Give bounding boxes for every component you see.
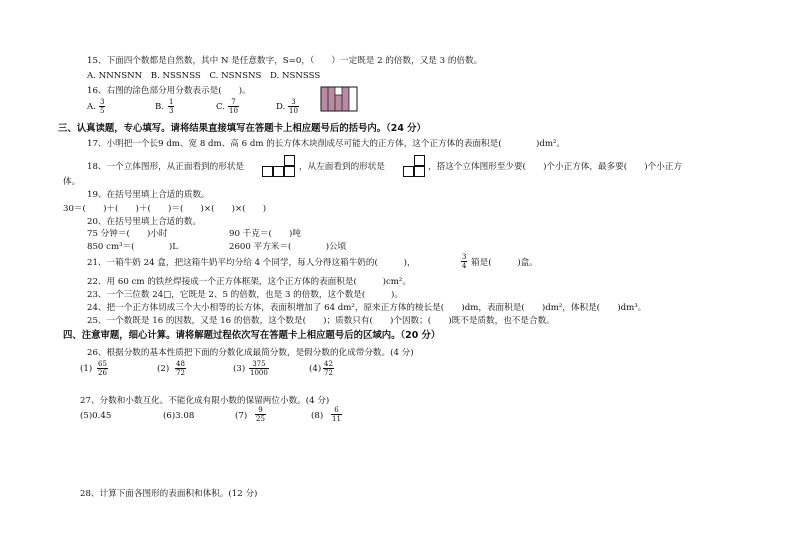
q26-item-3-label: (3) — [233, 364, 246, 374]
q16-option-a-label: A. — [87, 102, 96, 112]
q27-item-5: (5)0.45 — [80, 411, 112, 421]
q26-item-4-label: (4) — [309, 364, 322, 374]
q16-text: 16、右图的涂色部分用分数表示是( )。 — [87, 86, 251, 96]
q27-text: 27、分数和小数互化。不能化成有限小数的保留两位小数。(4 分) — [80, 396, 330, 406]
q20-item-a: 75 分钟＝( )小时 — [87, 229, 168, 239]
q18-text-c: ，搭这个立体图形至少要( )个小正方体，最多要( )个小正方 — [428, 162, 683, 172]
q21-text-a: 21、一箱牛奶 24 盒，把这箱牛奶平均分给 4 个同学，每人分得这箱牛奶的( )， — [87, 258, 416, 268]
q16-option-d-label: D. — [276, 102, 286, 112]
q16-option-d-fraction: $\frac{3}{10}$ — [289, 98, 298, 115]
q21-text-b: 箱是( )盒。 — [471, 258, 538, 268]
q25-text: 25、一个数既是 16 的因数，又是 16 的倍数，这个数是( )；质数只有( )个因数；( )既不是质数，也不是合数。 — [87, 316, 555, 326]
q27-item-8-fraction: $\frac{6}{11}$ — [332, 406, 341, 423]
q17-text: 17、小明把一个长9 dm、宽 8 dm、高 6 dm 的长方体木块削成尽可能大的正方体，这个正方体的表面积是( )dm²。 — [87, 139, 566, 149]
q20-item-c: 850 cm³＝( )L — [87, 242, 178, 252]
q16-shaded-figure — [320, 86, 358, 112]
q18-text-d: 体。 — [63, 177, 81, 187]
q28-text: 28、计算下面各图形的表面积和体积。(12 分) — [80, 489, 258, 499]
q26-item-1-fraction: $\frac{65}{26}$ — [98, 360, 107, 377]
q27-item-7-label: (7) — [235, 411, 248, 421]
q15-options: A. NNNSNN B. NSSNSS C. NSNSNS D. NSNSSS — [87, 71, 321, 81]
q26-item-2-fraction: $\frac{48}{72}$ — [176, 360, 185, 377]
q20-text: 20、在括号里填上合适的数。 — [87, 217, 202, 227]
q16-option-c-label: C. — [216, 102, 226, 112]
q26-item-1-label: (1) — [80, 364, 93, 374]
q26-text: 26、根据分数的基本性质把下面的分数化成最简分数，是假分数的化成带分数。(4 分) — [87, 348, 414, 358]
q18-text-b: ，从左面看到的形状是 — [299, 162, 385, 172]
q20-item-d: 2600 平方米＝( )公顷 — [229, 242, 347, 252]
q27-item-6: (6)3.08 — [163, 411, 195, 421]
q16-option-c-fraction: $\frac{7}{10}$ — [229, 98, 238, 115]
q20-item-b: 90 千克＝( )吨 — [229, 229, 301, 239]
q19-equation: 30＝( )＋( )＋( )＝( )×( )×( ) — [63, 204, 267, 214]
q16-option-a-fraction: $\frac{3}{5}$ — [100, 98, 105, 115]
q27-item-7-fraction: $\frac{9}{25}$ — [256, 406, 265, 423]
q26-item-3-fraction: $\frac{375}{1000}$ — [250, 360, 268, 377]
q21-fraction: $\frac{3}{4}$ — [462, 253, 467, 270]
q16-option-b-label: B. — [155, 102, 165, 112]
q15-text: 15、下面四个数都是自然数，其中 N 是任意数字，S=0，（ ）一定既是 2 的倍数，又是 3 的倍数。 — [87, 56, 483, 66]
q18-text-a: 18、一个立体图形，从正面看到的形状是 — [87, 162, 245, 172]
q27-item-8-label: (8) — [311, 411, 324, 421]
q16-option-b-fraction: $\frac{1}{3}$ — [169, 98, 174, 115]
section4-heading: 四、注意审题，细心计算。请将解题过程依次写在答题卡上相应题号后的区域内。（20 分） — [63, 330, 441, 341]
q26-item-2-label: (2) — [157, 364, 170, 374]
q19-text: 19、在括号里填上合适的质数。 — [87, 190, 210, 200]
q22-text: 22、用 60 cm 的铁丝焊接成一个正方体框架，这个正方体的表面积是( )cm²。 — [87, 277, 411, 287]
q24-text: 24、把一个正方体切成三个大小相等的长方体，表面积增加了 64 dm²，原来正方体的棱长是( )dm，表面积是( )dm²，体积是( )dm³。 — [87, 303, 647, 313]
section3-heading: 三、认真读题，专心填写。请将结果直接填写在答题卡上相应题号后的括号内。（24 分） — [58, 123, 426, 134]
q23-text: 23、一个三位数 24□，它既是 2、5 的倍数，也是 3 的倍数，这个数是( )。 — [87, 290, 403, 300]
q26-item-4-fraction: $\frac{42}{72}$ — [324, 360, 333, 377]
